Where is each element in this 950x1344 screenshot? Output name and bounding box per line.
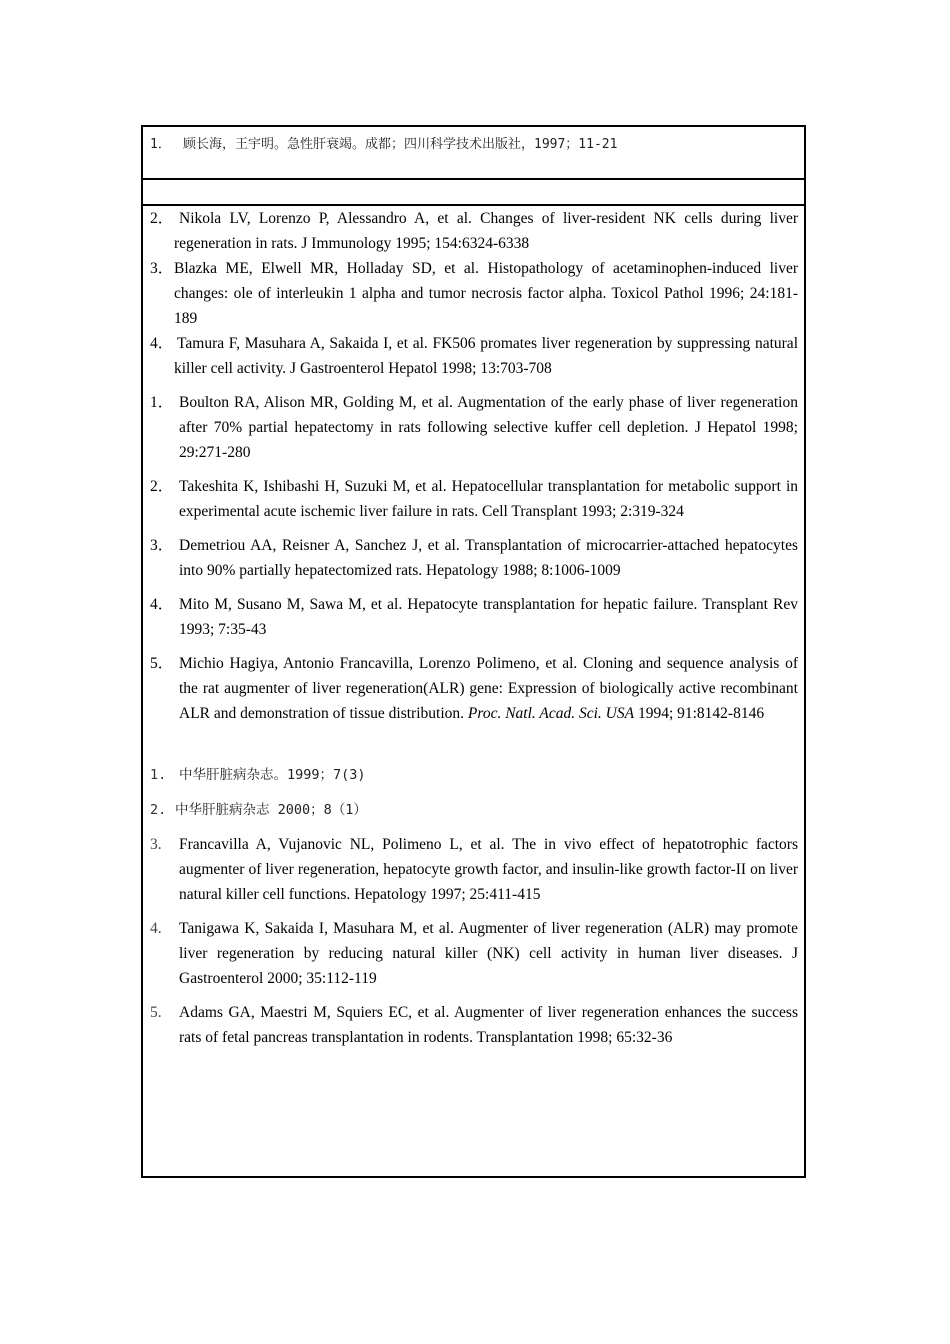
reference-text: Tamura F, Masuhara A, Sakaida I, et al. FK506 promates liver regeneration by suppressing natural killer cell activity. J Gastroenterol Hepatol 1998; 13:703-708 (174, 335, 798, 377)
reference-number: 2． (150, 210, 174, 227)
reference-number: 1. (150, 767, 167, 783)
reference-text-main: Michio Hagiya, Antonio Francavilla, Lorenzo Polimeno, et al. Cloning and sequence analysis of the rat augmenter of liver regeneration(ALR) gene: Expression of biologically active recombinant ALR and demonstration of tissue distribution. (179, 655, 798, 722)
reference-number: 3. (150, 836, 162, 853)
reference-text: Blazka ME, Elwell MR, Holladay SD, et al. Histopathology of acetaminophen-induced liver changes: ole of interleukin 1 alpha and tumor necrosis factor alpha. Toxicol Pathol 1996; 24:181-189 (174, 260, 798, 327)
reference-number: 5. (150, 1004, 162, 1021)
reference-text: Mito M, Susano M, Sawa M, et al. Hepatocyte transplantation for hepatic failure. Transplant Rev 1993; 7:35-43 (179, 596, 798, 638)
reference-number: 5． (150, 655, 174, 672)
reference-text: Francavilla A, Vujanovic NL, Polimeno L, et al. The in vivo effect of hepatotrophic factors augmenter of liver regeneration, hepatocyte growth factor, and insulin-like growth factor-II on liver natural killer cell functions. Hepatology 1997; 25:411-415 (179, 836, 798, 903)
table-row-first (143, 127, 804, 180)
reference-text: Adams GA, Maestri M, Squiers EC, et al. Augmenter of liver regeneration enhances the success rats of fetal pancreas transplantation in rodents. Transplantation 1998; 65:32-36 (179, 1004, 798, 1046)
reference-text: 中华肝脏病杂志 2000；8（1） (175, 802, 367, 818)
reference-number: 3． (150, 260, 174, 277)
reference-number: 3． (150, 537, 174, 554)
reference-text: Takeshita K, Ishibashi H, Suzuki M, et al. Hepatocellular transplantation for metabolic support in experimental acute ischemic liver failure in rats. Cell Transplant 1993; 2:319-324 (179, 478, 798, 520)
reference-text: Tanigawa K, Sakaida I, Masuhara M, et al. Augmenter of liver regeneration (ALR) may promote liver regeneration by reducing natural killer (NK) cell activity in human liver diseases. J Gastroenterol 2000; 35:112-119 (179, 920, 798, 987)
reference-number: 2． (150, 478, 174, 495)
reference-text: Demetriou AA, Reisner A, Sanchez J, et al. Transplantation of microcarrier-attached hepatocytes into 90% partially hepatectomized rats. Hepatology 1988; 8:1006-1009 (179, 537, 798, 579)
reference-text: Nikola LV, Lorenzo P, Alessandro A, et al. Changes of liver-resident NK cells during liver regeneration in rats. J Immunology 1995; 154:6324-6338 (174, 210, 798, 252)
reference-text: 中华肝脏病杂志。1999；7(3) (179, 767, 366, 783)
reference-text-tail: 1994; 91:8142-8146 (634, 705, 765, 722)
journal-name: Proc. Natl. Acad. Sci. USA (467, 705, 635, 722)
reference-number: 1． (150, 137, 171, 152)
reference-table (141, 125, 806, 1178)
reference-number: 1． (150, 394, 174, 411)
reference-number: 4． (150, 335, 174, 352)
reference-text (179, 651, 798, 726)
reference-text: 顾长海，王宇明。急性肝衰竭。成都；四川科学技术出版社，1997；11-21 (183, 137, 618, 152)
reference-number: 2. (150, 802, 167, 818)
reference-text: Boulton RA, Alison MR, Golding M, et al. Augmentation of the early phase of liver regeneration after 70% partial hepatectomy in rats following selective kuffer cell depletion. J Hepatol 1998; 29:271-280 (179, 394, 798, 461)
table-row-empty (143, 180, 804, 206)
reference-number: 4. (150, 920, 162, 937)
reference-number: 4． (150, 596, 174, 613)
